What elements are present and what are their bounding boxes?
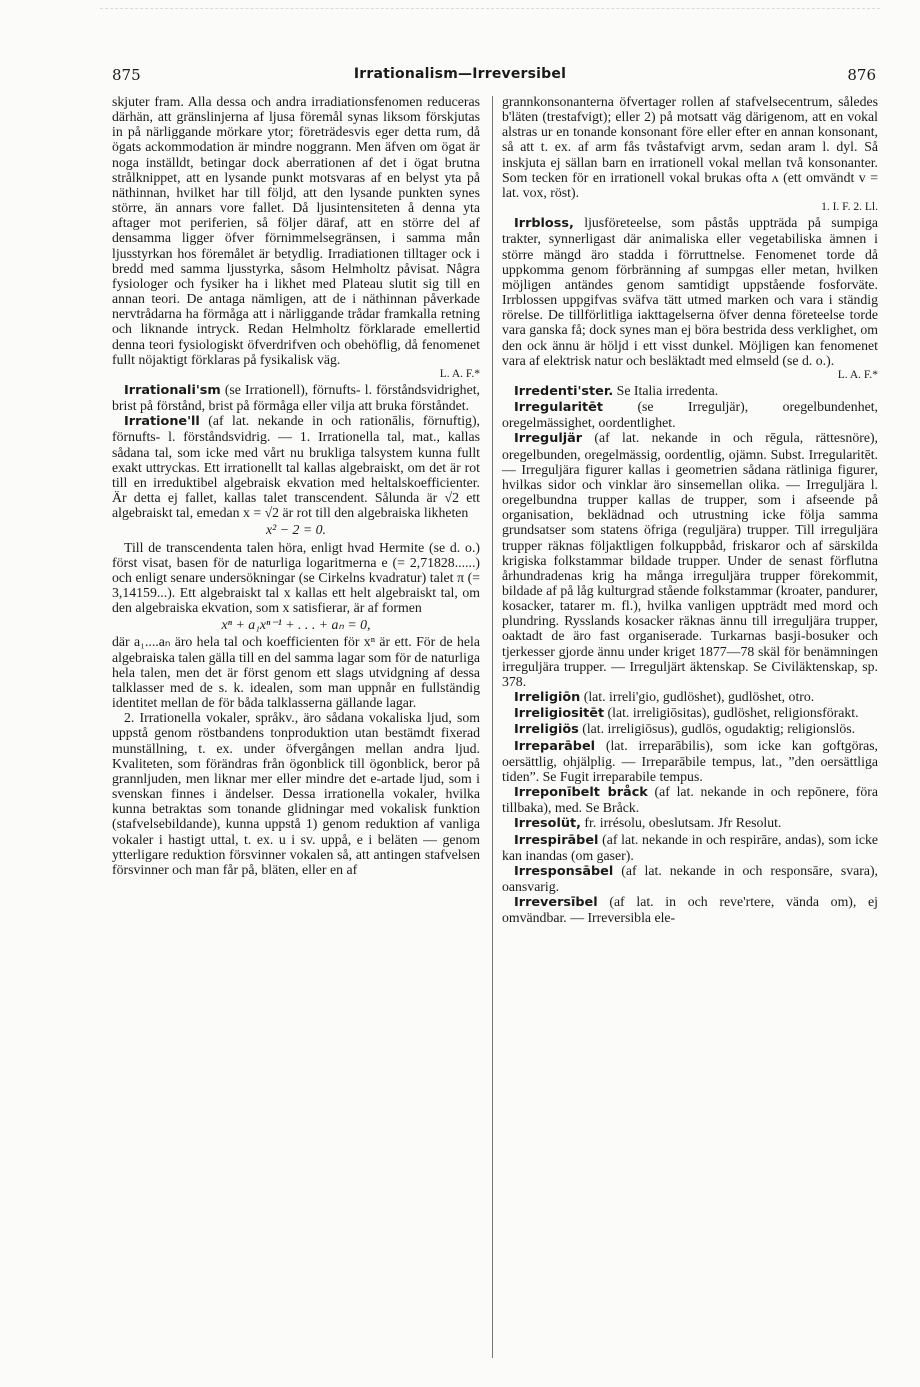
entry-text: (af lat. nekande in och repōnere, föra tillbaka), med. Se Bråck. xyxy=(502,784,878,816)
entry-irredentister xyxy=(502,383,878,399)
headword: Irreligiositēt xyxy=(514,706,605,722)
entry-text: (lat. irreligiōsus), gudlös, ogudaktig; religionslös. xyxy=(582,721,856,737)
entry-irreguljar xyxy=(502,430,878,689)
formula-x-squared: x² − 2 = 0. xyxy=(266,522,326,538)
entry-irrespirabel xyxy=(502,832,878,863)
entry-irregularitet xyxy=(502,399,878,430)
running-title: Irrationalism—Irreversibel xyxy=(353,66,567,82)
page-number-right: 876 xyxy=(847,66,876,84)
headword: Irreponībelt bråck xyxy=(514,785,648,801)
formula-polynomial: xⁿ + a₁xⁿ⁻¹ + . . . + aₙ = 0, xyxy=(221,617,371,633)
signature: L. A. F.* xyxy=(837,368,878,381)
top-edge-rule xyxy=(100,8,880,9)
entry-irrationalism xyxy=(112,382,480,413)
page-number-left: 875 xyxy=(112,66,141,84)
irradiation-paragraph: skjuter fram. Alla dessa och andra irradiationsfenomen reduceras därhän, att gränslinjerna af ljusa föremål synas liksom förskjutas in på närliggande mörkare ytor; företrädesvis eger detta rum, då ögats ackommodation är mindre noggrann. Men äfven om ögat är noga inställdt, betingar dock aberrationen af det i ögat brutna strålknippet, att en lysande punkt motsvaras af en belyst yta på näthinnan, hvilket har till följd, att den lysande punkten synes större, än annars vore fallet. Då ljusintensiteten å denna yta aftager mot periferien, så följer däraf, att en större del af densamma ligger öfver förnimmelsegränsen, i samma mån ljusstyrkan hos föremålet är betydlig. Irradiationen tilltager ock i bredd med samma ljusstyrka, såsom Helmholtz påvisat. Några fysiologer och fysiker ha i likhet med Plateau slutit sig till en annan teori. De antaga nämligen, att de i näthinnan påverkade nervtrådarna ha förmåga att i närliggande trådar framkalla retning och liknande intryck. Redan Helmholtz förklarade emellertid denna teori fysiologiskt öfverdrifven och obehöflig, då fenomenet fullt nöjaktigt förklaras på fysikalisk väg. xyxy=(112,94,480,367)
headword: Irredenti'ster. xyxy=(514,383,614,399)
entry-text: (af lat. nekande in och rationālis, förnuftig), förnufts- l. förståndsvidrig. — 1. Irrationella tal, mat., kallas sådana tal, som icke med vårt nu brukliga talsystem kunna fullt exakt uttryckas. Ett irrationellt tal kallas algebraiskt, om det är rot till en irreduktibel algebraisk ekvation med heltalskoefficienter. Är detta ej fallet, kallas talet transcendent. Sålunda är √2 ett algebraiskt tal, emedan x = √2 är rot till den algebraiska likheten xyxy=(112,413,480,521)
entry-text: fr. irrésolu, obeslutsam. Jfr Resolut. xyxy=(584,815,782,831)
signature: 1. I. F. 2. Ll. xyxy=(821,201,878,214)
headword: Irreligiös xyxy=(514,722,579,738)
entry-irresponsabel xyxy=(502,863,878,894)
entry-text: (se Irreguljär), oregelbundenhet, oregelmässighet, oordentlighet. xyxy=(502,399,879,431)
right-column xyxy=(502,94,878,925)
vowels-continuation: grannkonsonanterna öfvertager rollen af stafvelsecentrum, således b'läten (trestafvigt); eller 2) på motsatt väg därigenom, att en vokal alstras ur en tonande konsonant före eller efter en annan konsonant, så att t. ex. af arm fås tvåstafvigt arvm, sedan aram l. dyl. Så inskjuta ej sällan barn en irrationell vokal mellan två konsonanter. Som tecken för en irrationell vokal brukas ofta ʌ (ett omvändt v = lat. vox, röst). xyxy=(502,94,878,200)
entry-text: (lat. irreli'gio, gudlöshet), gudlöshet, otro. xyxy=(583,689,815,705)
entry-irrationell xyxy=(112,413,480,520)
entry-text: (af lat. in och reve'rtere, vända om), ej omvändbar. — Irreversibla ele- xyxy=(502,894,879,926)
entry-irrbloss xyxy=(502,215,878,368)
entry-text: (af lat. nekande in och respirāre, andas), som icke kan inandas (om gaser). xyxy=(502,831,878,863)
headword: Irreligiōn xyxy=(514,690,581,706)
irrational-vowels-paragraph: 2. Irrationella vokaler, språkv., äro sådana vokaliska ljud, som uppstå genom röstbandens tonproduktion utan bestämdt fixerad munställning, t. ex. under öfvergången mellan andra ljud. Kvaliteten, som förändras från ögonblick till ögonblick, beror på grannljuden, men liknar mer eller mindre det e-artade ljud, som i svenskan finnes i ändelser. Dessa irrationella vokaler, hvilka kunna betraktas som tonande glidningar med vokalisk funktion (stafvelsebildande), kunna uppstå 1) genom reduktion af vanliga vokaler i hastigt uttal, t. ex. u i sv. uppå, e i beläten — genom ytterligare reduktion försvinner vokalen så, att antingen stafvelsen försvinner och man får på, bläten, eller en af xyxy=(112,710,480,877)
headword: Irratione'll xyxy=(124,414,200,430)
headword: Irresolüt, xyxy=(514,816,581,832)
entry-text: ljusföreteelse, som påstås uppträda på sumpiga trakter, synnerligast där animaliska eller vegetabiliska ämnen i större mängd äro stadda i förruttnelse. Fenomenet torde då uppkomma genom förbränning af sumpgas eller metan, hvilken möjligen antändes genom samtidigt uppstående fosforväte. Irrblossen uppgifvas sväfva tätt utmed marken och vara i ständig rörelse. De tillförlitliga iakttagelserna öfver denna företeelse torde vara ganska få; dock synes man ej böra bestrida dess verklighet, om den ock ännu är höljd i ett visst dunkel. Möjligen kan fenomenet vara af elektrisk natur och besläktadt med elmseld (se d. o.). xyxy=(502,215,878,368)
entry-irresolut xyxy=(502,815,878,831)
entry-text: (lat. irreligiōsitas), gudlöshet, religionsförakt. xyxy=(607,705,859,721)
entry-irreversibel xyxy=(502,894,878,925)
headword: Irreparābel xyxy=(514,738,596,754)
headword: Irrespirābel xyxy=(514,832,599,848)
headword: Irresponsābel xyxy=(514,863,614,879)
signature: L. A. F.* xyxy=(439,367,480,380)
entry-irreparabel xyxy=(502,738,878,784)
entry-text: Se Italia irredenta. xyxy=(616,382,719,398)
entry-irreligion xyxy=(502,689,878,705)
algebraic-integers-paragraph: där a₁....aₙ äro hela tal och koefficienten för xⁿ är ett. För de hela algebraiska talen gälla till en del samma lagar som för de naturliga hela talen, men det är först genom ett slags utvidgning af dessa talklasser med de s. k. idealen, som man uppnår en fullständig identitet mellan de för båda talklasserna gällande lagar. xyxy=(112,634,480,711)
entry-text: (se Irrationell), förnufts- l. förståndsvidrighet, brist på förstånd, brist på förmåga eller vilja att bruka förståndet. xyxy=(112,381,480,414)
entry-text: (af lat. nekande in och responsāre, svara), oansvarig. xyxy=(502,862,878,894)
left-column xyxy=(112,94,480,877)
entry-text: (af lat. nekande in och rēgula, rättesnöre), oregelbunden, oregelmässig, oordentlig, ojämn. Subst. Irregularitēt. — Irreguljära figurer kallas i geometrien sådana rätliniga figurer, hvilkas sidor och vinklar äro sinsemellan olika. — Irreguljära l. oregelbundna trupper kallas de trupper, som i afseende på organisation, beklädnad och utrustning icke följa samma grundsatser som statens öfriga (reguljära) trupper. Till irreguljära trupper räknas följaktligen folkuppbåd, friskaror och af särskilda krigiska folkstammar bildade trupper. Under de senast förflutna århundradenas krig ha många irreguljära trupper förekommit, bildade af på låg kulturgrad stående folkstammar (kroater, pandurer, kosacker, tatarer m. fl.), hvilka vanligen uppträdt med mord och plundring. Rysslands kosacker räknas ännu till irreguljära trupper, oaktadt de äro fast organiserade. Turkarnas basji-bosuker och tjerkesser gjorde ännu under kriget 1877—78 skäl för benämningen irreguljära trupper. — Irreguljärt äktenskap. Se Civiläktenskap, sp. 378. xyxy=(502,430,878,689)
headword: Irrbloss, xyxy=(514,216,574,232)
transcendent-paragraph: Till de transcendenta talen höra, enligt hvad Hermite (se d. o.) först visat, basen för de naturliga logaritmerna e (= 2,71828......) och enligt senare undersökningar (se Cirkelns kvadratur) talet π (= 3,14159...). Ett algebraiskt tal x kallas ett helt algebraiskt tal, om den algebraiska ekvation, som x satisfierar, är af formen xyxy=(112,539,480,616)
column-divider xyxy=(492,96,493,1358)
entry-irreligios xyxy=(502,721,878,737)
entry-text: (lat. irreparābilis), som icke kan goftgöras, oersättlig, ohjälplig. — Irreparābile tempus, lat., ”den oersättliga tiden”. Se Fugit irreparabile tempus. xyxy=(502,737,879,784)
headword: Irreguljär xyxy=(514,431,583,447)
headword: Irreversībel xyxy=(514,895,598,911)
entry-irreponibelt-brack xyxy=(502,784,878,815)
headword: Irregularitēt xyxy=(514,400,603,416)
headword: Irrationali'sm xyxy=(124,382,221,398)
entry-irreligiositet xyxy=(502,705,878,721)
